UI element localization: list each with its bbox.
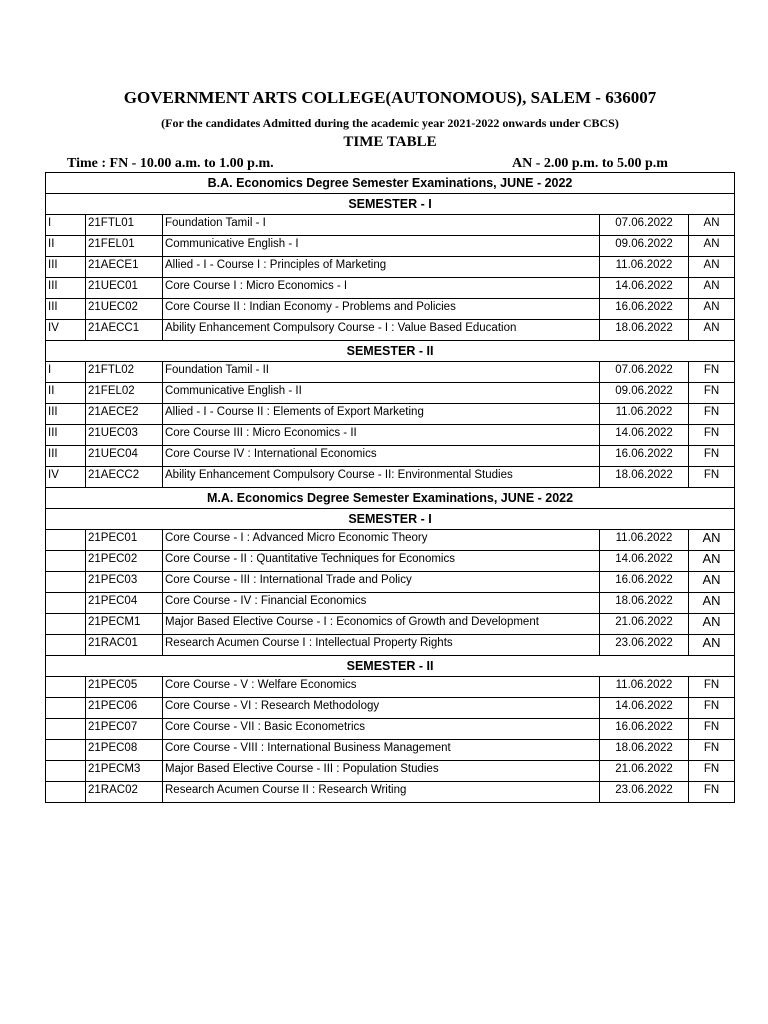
part-cell: I [46, 362, 86, 383]
course-title-cell: Core Course - II : Quantitative Techniques for Economics [163, 551, 600, 572]
part-cell [46, 530, 86, 551]
exam-date-cell: 21.06.2022 [600, 761, 689, 782]
part-cell: III [46, 404, 86, 425]
exam-date-cell: 11.06.2022 [600, 530, 689, 551]
part-cell: I [46, 215, 86, 236]
course-code-cell: 21PECM1 [86, 614, 163, 635]
session-cell: AN [689, 236, 735, 257]
course-title-cell: Core Course - I : Advanced Micro Economic Theory [163, 530, 600, 551]
ba-semester-1-heading-label: SEMESTER - I [46, 194, 735, 215]
exam-date-cell: 18.06.2022 [600, 593, 689, 614]
exam-date-cell: 18.06.2022 [600, 320, 689, 341]
ma-semester-2-heading-label: SEMESTER - II [46, 656, 735, 677]
part-cell: III [46, 278, 86, 299]
session-cell: AN [689, 572, 735, 593]
course-code-cell: 21PEC07 [86, 719, 163, 740]
exam-row [46, 635, 735, 656]
exam-row [46, 677, 735, 698]
exam-row [46, 572, 735, 593]
exam-date-cell: 16.06.2022 [600, 572, 689, 593]
session-cell: FN [689, 719, 735, 740]
course-code-cell: 21AECE1 [86, 257, 163, 278]
course-title-cell: Communicative English - II [163, 383, 600, 404]
exam-date-cell: 07.06.2022 [600, 215, 689, 236]
course-title-cell: Core Course IV : International Economics [163, 446, 600, 467]
exam-row [46, 299, 735, 320]
course-title-cell: Research Acumen Course II : Research Writing [163, 782, 600, 803]
course-title-cell: Core Course I : Micro Economics - I [163, 278, 600, 299]
course-title-cell: Allied - I - Course II : Elements of Export Marketing [163, 404, 600, 425]
admission-note: (For the candidates Admitted during the academic year 2021-2022 onwards under CBCS) [161, 116, 619, 130]
forenoon-session-time: Time : FN - 10.00 a.m. to 1.00 p.m. [67, 156, 274, 171]
exam-row [46, 320, 735, 341]
exam-date-cell: 23.06.2022 [600, 635, 689, 656]
exam-row [46, 467, 735, 488]
course-code-cell: 21PEC06 [86, 698, 163, 719]
course-code-cell: 21PEC08 [86, 740, 163, 761]
course-code-cell: 21FTL01 [86, 215, 163, 236]
course-code-cell: 21UEC01 [86, 278, 163, 299]
exam-row [46, 551, 735, 572]
ma-programme-heading-label: M.A. Economics Degree Semester Examinations, JUNE - 2022 [46, 488, 735, 509]
course-code-cell: 21PEC03 [86, 572, 163, 593]
ma-semester-1-heading-label: SEMESTER - I [46, 509, 735, 530]
part-cell [46, 782, 86, 803]
exam-date-cell: 23.06.2022 [600, 782, 689, 803]
course-title-cell: Core Course - V : Welfare Economics [163, 677, 600, 698]
course-code-cell: 21PEC05 [86, 677, 163, 698]
session-cell: FN [689, 383, 735, 404]
course-title-cell: Core Course - III : International Trade and Policy [163, 572, 600, 593]
session-cell: AN [689, 278, 735, 299]
part-cell: III [46, 446, 86, 467]
exam-row [46, 404, 735, 425]
course-title-cell: Core Course - IV : Financial Economics [163, 593, 600, 614]
course-code-cell: 21AECC1 [86, 320, 163, 341]
course-code-cell: 21AECC2 [86, 467, 163, 488]
ma-semester-2-heading [46, 656, 735, 677]
exam-date-cell: 11.06.2022 [600, 404, 689, 425]
course-code-cell: 21RAC02 [86, 782, 163, 803]
exam-date-cell: 14.06.2022 [600, 698, 689, 719]
exam-row [46, 530, 735, 551]
session-cell: AN [689, 551, 735, 572]
ma-semester-1-heading [46, 509, 735, 530]
session-cell: AN [689, 257, 735, 278]
exam-date-cell: 14.06.2022 [600, 425, 689, 446]
exam-row [46, 761, 735, 782]
session-cell: FN [689, 425, 735, 446]
course-code-cell: 21UEC03 [86, 425, 163, 446]
session-cell: AN [689, 320, 735, 341]
course-title-cell: Foundation Tamil - II [163, 362, 600, 383]
session-cell: FN [689, 362, 735, 383]
exam-row [46, 278, 735, 299]
session-cell: AN [689, 215, 735, 236]
part-cell [46, 761, 86, 782]
course-code-cell: 21UEC04 [86, 446, 163, 467]
session-cell: FN [689, 698, 735, 719]
course-title-cell: Core Course II : Indian Economy - Problems and Policies [163, 299, 600, 320]
course-code-cell: 21FEL02 [86, 383, 163, 404]
session-cell: AN [689, 593, 735, 614]
course-code-cell: 21FTL02 [86, 362, 163, 383]
course-title-cell: Allied - I - Course I : Principles of Marketing [163, 257, 600, 278]
college-title: GOVERNMENT ARTS COLLEGE(AUTONOMOUS), SALEM - 636007 [123, 88, 657, 107]
exam-date-cell: 18.06.2022 [600, 467, 689, 488]
exam-date-cell: 14.06.2022 [600, 278, 689, 299]
exam-date-cell: 21.06.2022 [600, 614, 689, 635]
course-title-cell: Communicative English - I [163, 236, 600, 257]
exam-row [46, 383, 735, 404]
exam-row [46, 614, 735, 635]
part-cell: II [46, 383, 86, 404]
part-cell: II [46, 236, 86, 257]
session-cell: FN [689, 740, 735, 761]
part-cell [46, 572, 86, 593]
exam-date-cell: 16.06.2022 [600, 446, 689, 467]
exam-date-cell: 11.06.2022 [600, 257, 689, 278]
exam-row [46, 740, 735, 761]
course-title-cell: Core Course III : Micro Economics - II [163, 425, 600, 446]
exam-date-cell: 18.06.2022 [600, 740, 689, 761]
exam-timetable [45, 172, 735, 803]
afternoon-session-time: AN - 2.00 p.m. to 5.00 p.m [512, 156, 668, 171]
course-title-cell: Core Course - VII : Basic Econometrics [163, 719, 600, 740]
course-title-cell: Foundation Tamil - I [163, 215, 600, 236]
ba-semester-1-heading [46, 194, 735, 215]
session-cell: AN [689, 299, 735, 320]
session-cell: FN [689, 404, 735, 425]
exam-date-cell: 16.06.2022 [600, 719, 689, 740]
exam-date-cell: 14.06.2022 [600, 551, 689, 572]
session-cell: AN [689, 530, 735, 551]
session-cell: FN [689, 677, 735, 698]
exam-row [46, 215, 735, 236]
exam-row [46, 593, 735, 614]
course-title-cell: Major Based Elective Course - I : Economics of Growth and Development [163, 614, 600, 635]
exam-date-cell: 11.06.2022 [600, 677, 689, 698]
exam-row [46, 257, 735, 278]
exam-date-cell: 09.06.2022 [600, 383, 689, 404]
part-cell [46, 740, 86, 761]
course-title-cell: Ability Enhancement Compulsory Course - II: Environmental Studies [163, 467, 600, 488]
course-title-cell: Core Course - VIII : International Business Management [163, 740, 600, 761]
exam-date-cell: 16.06.2022 [600, 299, 689, 320]
exam-row [46, 425, 735, 446]
course-title-cell: Core Course - VI : Research Methodology [163, 698, 600, 719]
course-code-cell: 21AECE2 [86, 404, 163, 425]
time-table-title: TIME TABLE [343, 134, 437, 150]
part-cell [46, 593, 86, 614]
course-title-cell: Ability Enhancement Compulsory Course - I : Value Based Education [163, 320, 600, 341]
course-code-cell: 21PEC02 [86, 551, 163, 572]
part-cell [46, 698, 86, 719]
exam-date-cell: 07.06.2022 [600, 362, 689, 383]
course-title-cell: Major Based Elective Course - III : Population Studies [163, 761, 600, 782]
ba-semester-2-heading-label: SEMESTER - II [46, 341, 735, 362]
course-code-cell: 21PEC04 [86, 593, 163, 614]
part-cell [46, 719, 86, 740]
ba-programme-heading-label: B.A. Economics Degree Semester Examinations, JUNE - 2022 [46, 173, 735, 194]
part-cell [46, 677, 86, 698]
part-cell [46, 551, 86, 572]
ma-programme-heading [46, 488, 735, 509]
session-cell: FN [689, 467, 735, 488]
part-cell: III [46, 425, 86, 446]
exam-row [46, 782, 735, 803]
exam-row [46, 236, 735, 257]
part-cell: IV [46, 320, 86, 341]
session-cell: FN [689, 782, 735, 803]
exam-row [46, 719, 735, 740]
course-code-cell: 21PEC01 [86, 530, 163, 551]
session-cell: AN [689, 635, 735, 656]
part-cell [46, 635, 86, 656]
exam-date-cell: 09.06.2022 [600, 236, 689, 257]
course-code-cell: 21UEC02 [86, 299, 163, 320]
part-cell [46, 614, 86, 635]
part-cell: IV [46, 467, 86, 488]
exam-row [46, 362, 735, 383]
part-cell: III [46, 257, 86, 278]
ba-programme-heading [46, 173, 735, 194]
part-cell: III [46, 299, 86, 320]
course-code-cell: 21PECM3 [86, 761, 163, 782]
course-title-cell: Research Acumen Course I : Intellectual Property Rights [163, 635, 600, 656]
session-cell: FN [689, 446, 735, 467]
session-cell: AN [689, 614, 735, 635]
course-code-cell: 21RAC01 [86, 635, 163, 656]
exam-row [46, 446, 735, 467]
ba-semester-2-heading [46, 341, 735, 362]
session-cell: FN [689, 761, 735, 782]
exam-row [46, 698, 735, 719]
course-code-cell: 21FEL01 [86, 236, 163, 257]
